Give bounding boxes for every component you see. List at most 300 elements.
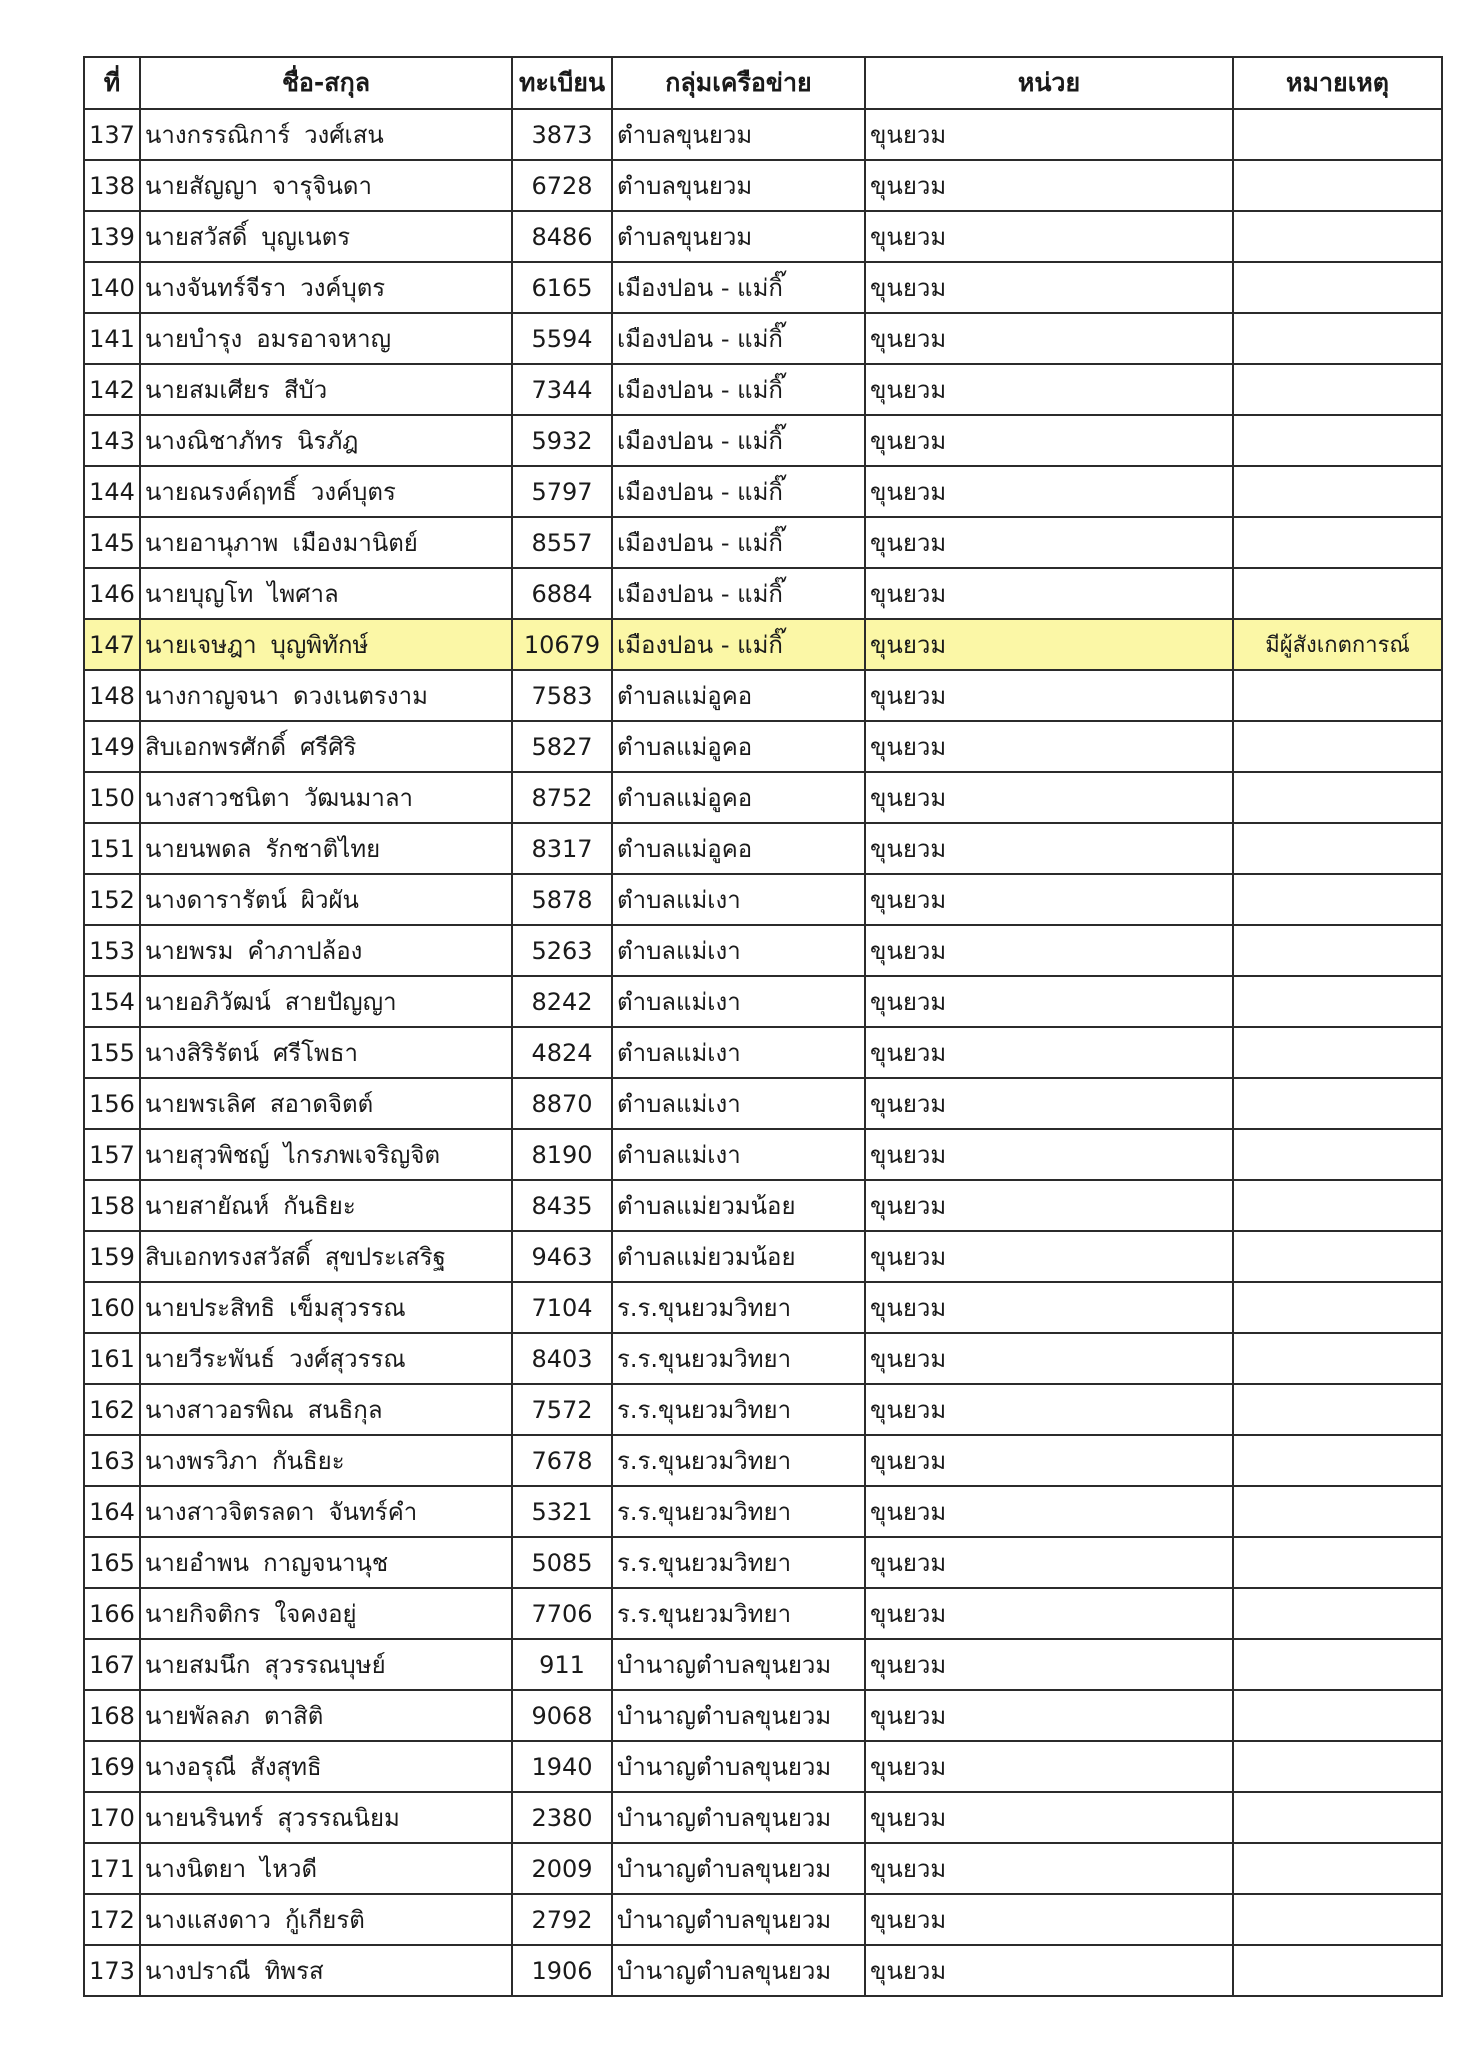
registration-number: 5321: [512, 1486, 612, 1537]
header-registration: ทะเบียน: [512, 57, 612, 109]
registration-number: 1940: [512, 1741, 612, 1792]
registration-number: 10679: [512, 619, 612, 670]
row-number: 157: [84, 1129, 140, 1180]
table-row: [84, 1894, 1442, 1945]
first-name: นายสมเศียร: [145, 376, 270, 404]
registration-number: 5797: [512, 466, 612, 517]
first-name: นางปราณี: [145, 1957, 251, 1985]
network-group: บำนาญตำบลขุนยวม: [612, 1690, 865, 1741]
header-name: ชื่อ-สกุล: [140, 57, 512, 109]
table-row: [84, 1588, 1442, 1639]
note: [1233, 1945, 1442, 1996]
table-row: [84, 1486, 1442, 1537]
member-name: [140, 1639, 512, 1690]
table-row: [84, 874, 1442, 925]
note: [1233, 517, 1442, 568]
member-name: [140, 1282, 512, 1333]
member-name: [140, 517, 512, 568]
unit: ขุนยวม: [865, 1588, 1233, 1639]
first-name: นายสุวพิชญ์: [145, 1141, 270, 1169]
table-row: [84, 415, 1442, 466]
row-number: 162: [84, 1384, 140, 1435]
registration-number: 1906: [512, 1945, 612, 1996]
network-group: บำนาญตำบลขุนยวม: [612, 1792, 865, 1843]
table-row: [84, 1639, 1442, 1690]
network-group: ร.ร.ขุนยวมวิทยา: [612, 1537, 865, 1588]
unit: ขุนยวม: [865, 568, 1233, 619]
note: [1233, 1690, 1442, 1741]
member-name: [140, 1843, 512, 1894]
row-number: 166: [84, 1588, 140, 1639]
network-group: ตำบลแม่เงา: [612, 976, 865, 1027]
last-name: สังสุทธิ: [250, 1753, 322, 1781]
last-name: วงศ์เสน: [304, 121, 384, 149]
row-number: 171: [84, 1843, 140, 1894]
network-group: ร.ร.ขุนยวมวิทยา: [612, 1435, 865, 1486]
network-group: ตำบลแม่ยวมน้อย: [612, 1231, 865, 1282]
unit: ขุนยวม: [865, 772, 1233, 823]
row-number: 165: [84, 1537, 140, 1588]
unit: ขุนยวม: [865, 1180, 1233, 1231]
network-group: ตำบลแม่เงา: [612, 874, 865, 925]
table-row: [84, 364, 1442, 415]
table-row: [84, 313, 1442, 364]
unit: ขุนยวม: [865, 1435, 1233, 1486]
first-name: นางกาญจนา: [145, 682, 280, 710]
first-name: นายสวัสดิ์: [145, 223, 248, 251]
row-number: 153: [84, 925, 140, 976]
member-name: [140, 1231, 512, 1282]
network-group: ตำบลแม่เงา: [612, 1078, 865, 1129]
unit: ขุนยวม: [865, 1078, 1233, 1129]
last-name: บุญเนตร: [261, 223, 351, 251]
unit: ขุนยวม: [865, 1027, 1233, 1078]
row-number: 172: [84, 1894, 140, 1945]
row-number: 159: [84, 1231, 140, 1282]
registration-number: 4824: [512, 1027, 612, 1078]
network-group: ตำบลแม่อูคอ: [612, 670, 865, 721]
registration-number: 8752: [512, 772, 612, 823]
note: [1233, 364, 1442, 415]
note: [1233, 262, 1442, 313]
network-group: ร.ร.ขุนยวมวิทยา: [612, 1486, 865, 1537]
table-row: [84, 568, 1442, 619]
registration-number: 9463: [512, 1231, 612, 1282]
last-name: เข็มสุวรรณ: [289, 1294, 406, 1322]
member-name: [140, 1741, 512, 1792]
network-group: ตำบลขุนยวม: [612, 109, 865, 160]
table-row: [84, 1384, 1442, 1435]
first-name: สิบเอกพรศักดิ์: [145, 733, 287, 761]
last-name: อมรอาจหาญ: [256, 325, 392, 353]
member-name: [140, 1333, 512, 1384]
unit: ขุนยวม: [865, 1741, 1233, 1792]
note: [1233, 670, 1442, 721]
member-name: [140, 1588, 512, 1639]
first-name: นายกิจติกร: [145, 1600, 261, 1628]
table-row: [84, 721, 1442, 772]
member-name: [140, 1384, 512, 1435]
registration-number: 7583: [512, 670, 612, 721]
last-name: ไพศาล: [267, 580, 339, 608]
row-number: 160: [84, 1282, 140, 1333]
member-name: [140, 1435, 512, 1486]
note: [1233, 1129, 1442, 1180]
member-name: [140, 1792, 512, 1843]
first-name: นางณิชาภัทร: [145, 427, 284, 455]
member-name: [140, 211, 512, 262]
table-row: [84, 262, 1442, 313]
unit: ขุนยวม: [865, 721, 1233, 772]
member-name: [140, 313, 512, 364]
row-number: 164: [84, 1486, 140, 1537]
row-number: 141: [84, 313, 140, 364]
registration-number: 2792: [512, 1894, 612, 1945]
last-name: เมืองมานิตย์: [292, 529, 418, 557]
last-name: สายปัญญา: [284, 988, 397, 1016]
network-group: ร.ร.ขุนยวมวิทยา: [612, 1384, 865, 1435]
row-number: 148: [84, 670, 140, 721]
network-group: เมืองปอน - แม่กิ๊: [612, 313, 865, 364]
unit: ขุนยวม: [865, 313, 1233, 364]
unit: ขุนยวม: [865, 1894, 1233, 1945]
network-group: บำนาญตำบลขุนยวม: [612, 1894, 865, 1945]
member-name: [140, 262, 512, 313]
first-name: นางนิตยา: [145, 1855, 247, 1883]
first-name: นายวีระพันธ์: [145, 1345, 276, 1373]
row-number: 167: [84, 1639, 140, 1690]
first-name: นายสายัณห์: [145, 1192, 270, 1220]
row-number: 143: [84, 415, 140, 466]
last-name: บุญพิทักษ์: [270, 631, 369, 659]
network-group: ร.ร.ขุนยวมวิทยา: [612, 1282, 865, 1333]
table-row: [84, 466, 1442, 517]
first-name: นางกรรณิการ์: [145, 121, 291, 149]
network-group: เมืองปอน - แม่กิ๊: [612, 466, 865, 517]
network-group: เมืองปอน - แม่กิ๊: [612, 262, 865, 313]
member-name: [140, 466, 512, 517]
first-name: นายบุญโท: [145, 580, 254, 608]
member-name: [140, 772, 512, 823]
registration-number: 2009: [512, 1843, 612, 1894]
network-group: ตำบลขุนยวม: [612, 160, 865, 211]
unit: ขุนยวม: [865, 1486, 1233, 1537]
registration-number: 5827: [512, 721, 612, 772]
last-name: ตาสิติ: [264, 1702, 324, 1730]
note: [1233, 772, 1442, 823]
unit: ขุนยวม: [865, 823, 1233, 874]
note: มีผู้สังเกตการณ์: [1233, 619, 1442, 670]
row-number: 161: [84, 1333, 140, 1384]
table-row: [84, 1129, 1442, 1180]
row-number: 170: [84, 1792, 140, 1843]
table-row: [84, 109, 1442, 160]
last-name: คำภาปล้อง: [247, 937, 363, 965]
note: [1233, 109, 1442, 160]
row-number: 147: [84, 619, 140, 670]
note: [1233, 415, 1442, 466]
last-name: วงศ์สุวรรณ: [289, 1345, 406, 1373]
unit: ขุนยวม: [865, 466, 1233, 517]
table-row: [84, 670, 1442, 721]
member-name: [140, 874, 512, 925]
table-row: [84, 1537, 1442, 1588]
registration-number: 8486: [512, 211, 612, 262]
table-row: [84, 1180, 1442, 1231]
last-name: ผิวผัน: [300, 886, 359, 914]
registration-number: 6884: [512, 568, 612, 619]
row-number: 151: [84, 823, 140, 874]
row-number: 146: [84, 568, 140, 619]
network-group: ตำบลแม่เงา: [612, 925, 865, 976]
unit: ขุนยวม: [865, 1282, 1233, 1333]
header-no: ที่: [84, 57, 140, 109]
member-name: [140, 1945, 512, 1996]
registration-number: 3873: [512, 109, 612, 160]
unit: ขุนยวม: [865, 1639, 1233, 1690]
table-row: [84, 1435, 1442, 1486]
note: [1233, 313, 1442, 364]
table-row: [84, 160, 1442, 211]
note: [1233, 1384, 1442, 1435]
row-number: 150: [84, 772, 140, 823]
unit: ขุนยวม: [865, 1129, 1233, 1180]
registration-number: 911: [512, 1639, 612, 1690]
table-row: [84, 1792, 1442, 1843]
unit: ขุนยวม: [865, 262, 1233, 313]
table-row: [84, 1690, 1442, 1741]
table-row: [84, 823, 1442, 874]
first-name: นายเจษฎา: [145, 631, 257, 659]
first-name: นางสาวอรพิณ: [145, 1396, 294, 1424]
row-number: 144: [84, 466, 140, 517]
member-name: [140, 925, 512, 976]
note: [1233, 466, 1442, 517]
unit: ขุนยวม: [865, 874, 1233, 925]
last-name: สนธิกุล: [307, 1396, 383, 1424]
note: [1233, 568, 1442, 619]
first-name: นางจันทร์จีรา: [145, 274, 287, 302]
registration-number: 7572: [512, 1384, 612, 1435]
row-number: 139: [84, 211, 140, 262]
first-name: นายณรงค์ฤทธิ์: [145, 478, 297, 506]
row-number: 169: [84, 1741, 140, 1792]
note: [1233, 976, 1442, 1027]
table-row: [84, 1333, 1442, 1384]
first-name: นายอานุภาพ: [145, 529, 279, 557]
row-number: 154: [84, 976, 140, 1027]
header-row: [84, 57, 1442, 109]
row-number: 158: [84, 1180, 140, 1231]
member-name: [140, 721, 512, 772]
row-number: 149: [84, 721, 140, 772]
last-name: รักชาติไทย: [265, 835, 381, 863]
unit: ขุนยวม: [865, 1945, 1233, 1996]
member-name: [140, 1180, 512, 1231]
network-group: ตำบลแม่อูคอ: [612, 772, 865, 823]
note: [1233, 721, 1442, 772]
table-body: [84, 109, 1442, 1996]
row-number: 155: [84, 1027, 140, 1078]
last-name: สีบัว: [283, 376, 328, 404]
note: [1233, 1894, 1442, 1945]
last-name: กู้เกียรติ: [284, 1906, 365, 1934]
last-name: นิรภัฎ: [297, 427, 359, 455]
note: [1233, 874, 1442, 925]
network-group: ร.ร.ขุนยวมวิทยา: [612, 1588, 865, 1639]
last-name: ดวงเนตรงาม: [293, 682, 428, 710]
network-group: เมืองปอน - แม่กิ๊: [612, 619, 865, 670]
note: [1233, 1180, 1442, 1231]
unit: ขุนยวม: [865, 1792, 1233, 1843]
table-row: [84, 925, 1442, 976]
network-group: บำนาญตำบลขุนยวม: [612, 1945, 865, 1996]
table-row: [84, 619, 1442, 670]
note: [1233, 1078, 1442, 1129]
last-name: สุวรรณบุษย์: [264, 1651, 386, 1679]
row-number: 138: [84, 160, 140, 211]
network-group: ตำบลแม่อูคอ: [612, 721, 865, 772]
member-name: [140, 1129, 512, 1180]
registration-number: 5878: [512, 874, 612, 925]
network-group: เมืองปอน - แม่กิ๊: [612, 415, 865, 466]
unit: ขุนยวม: [865, 364, 1233, 415]
first-name: นายสมนึก: [145, 1651, 251, 1679]
member-name: [140, 1486, 512, 1537]
network-group: บำนาญตำบลขุนยวม: [612, 1639, 865, 1690]
note: [1233, 1639, 1442, 1690]
first-name: นายสัญญา: [145, 172, 258, 200]
registration-number: 8870: [512, 1078, 612, 1129]
table-row: [84, 1945, 1442, 1996]
table-row: [84, 772, 1442, 823]
last-name: กันธิยะ: [283, 1192, 356, 1220]
row-number: 173: [84, 1945, 140, 1996]
unit: ขุนยวม: [865, 1537, 1233, 1588]
member-name: [140, 1537, 512, 1588]
network-group: ตำบลแม่เงา: [612, 1129, 865, 1180]
unit: ขุนยวม: [865, 517, 1233, 568]
note: [1233, 1588, 1442, 1639]
member-name: [140, 976, 512, 1027]
note: [1233, 823, 1442, 874]
network-group: เมืองปอน - แม่กิ๊: [612, 517, 865, 568]
registration-number: 5932: [512, 415, 612, 466]
member-name: [140, 1690, 512, 1741]
unit: ขุนยวม: [865, 670, 1233, 721]
first-name: นายประสิทธิ: [145, 1294, 276, 1322]
last-name: จารุจินดา: [271, 172, 372, 200]
first-name: นางสาวจิตรลดา: [145, 1498, 315, 1526]
table-row: [84, 1741, 1442, 1792]
member-name: [140, 1894, 512, 1945]
unit: ขุนยวม: [865, 160, 1233, 211]
row-number: 156: [84, 1078, 140, 1129]
registration-number: 8435: [512, 1180, 612, 1231]
unit: ขุนยวม: [865, 1690, 1233, 1741]
network-group: เมืองปอน - แม่กิ๊: [612, 568, 865, 619]
last-name: สอาดจิตต์: [269, 1090, 374, 1118]
member-name: [140, 160, 512, 211]
last-name: กาญจนานุช: [263, 1549, 389, 1577]
registration-number: 7706: [512, 1588, 612, 1639]
table-row: [84, 976, 1442, 1027]
unit: ขุนยวม: [865, 415, 1233, 466]
registration-number: 5263: [512, 925, 612, 976]
last-name: ไหวดี: [260, 1855, 318, 1883]
unit: ขุนยวม: [865, 1333, 1233, 1384]
last-name: ใจคงอยู่: [274, 1600, 357, 1628]
table-row: [84, 1231, 1442, 1282]
first-name: นายอำพน: [145, 1549, 250, 1577]
last-name: วงค์บุตร: [310, 478, 396, 506]
note: [1233, 1231, 1442, 1282]
first-name: นายบำรุง: [145, 325, 243, 353]
network-group: ตำบลแม่อูคอ: [612, 823, 865, 874]
unit: ขุนยวม: [865, 619, 1233, 670]
last-name: สุวรรณนิยม: [277, 1804, 400, 1832]
last-name: ศรีโพธา: [273, 1039, 358, 1067]
note: [1233, 1537, 1442, 1588]
header-network: กลุ่มเครือข่าย: [612, 57, 865, 109]
unit: ขุนยวม: [865, 109, 1233, 160]
registration-number: 7104: [512, 1282, 612, 1333]
first-name: นายนพดล: [145, 835, 252, 863]
member-name: [140, 670, 512, 721]
registration-number: 9068: [512, 1690, 612, 1741]
registration-number: 6165: [512, 262, 612, 313]
note: [1233, 1792, 1442, 1843]
first-name: นางดารารัตน์: [145, 886, 287, 914]
last-name: สุขประเสริฐ: [324, 1243, 446, 1271]
network-group: ตำบลแม่เงา: [612, 1027, 865, 1078]
first-name: นางอรุณี: [145, 1753, 237, 1781]
network-group: บำนาญตำบลขุนยวม: [612, 1843, 865, 1894]
header-note: หมายเหตุ: [1233, 57, 1442, 109]
row-number: 152: [84, 874, 140, 925]
table-row: [84, 1078, 1442, 1129]
network-group: บำนาญตำบลขุนยวม: [612, 1741, 865, 1792]
registration-number: 8242: [512, 976, 612, 1027]
header-unit: หน่วย: [865, 57, 1233, 109]
member-name: [140, 619, 512, 670]
registration-number: 8557: [512, 517, 612, 568]
first-name: สิบเอกทรงสวัสดิ์: [145, 1243, 311, 1271]
note: [1233, 211, 1442, 262]
note: [1233, 1741, 1442, 1792]
row-number: 142: [84, 364, 140, 415]
first-name: นางสิริรัตน์: [145, 1039, 260, 1067]
member-name: [140, 109, 512, 160]
last-name: กันธิยะ: [272, 1447, 345, 1475]
first-name: นางพรวิภา: [145, 1447, 259, 1475]
registration-number: 8403: [512, 1333, 612, 1384]
last-name: วงค์บุตร: [300, 274, 386, 302]
registration-number: 8317: [512, 823, 612, 874]
row-number: 163: [84, 1435, 140, 1486]
table-row: [84, 517, 1442, 568]
unit: ขุนยวม: [865, 1231, 1233, 1282]
member-table: [83, 56, 1443, 1997]
registration-number: 6728: [512, 160, 612, 211]
row-number: 140: [84, 262, 140, 313]
unit: ขุนยวม: [865, 1843, 1233, 1894]
member-name: [140, 568, 512, 619]
note: [1233, 1333, 1442, 1384]
table-header: [84, 57, 1442, 109]
registration-number: 7678: [512, 1435, 612, 1486]
note: [1233, 925, 1442, 976]
